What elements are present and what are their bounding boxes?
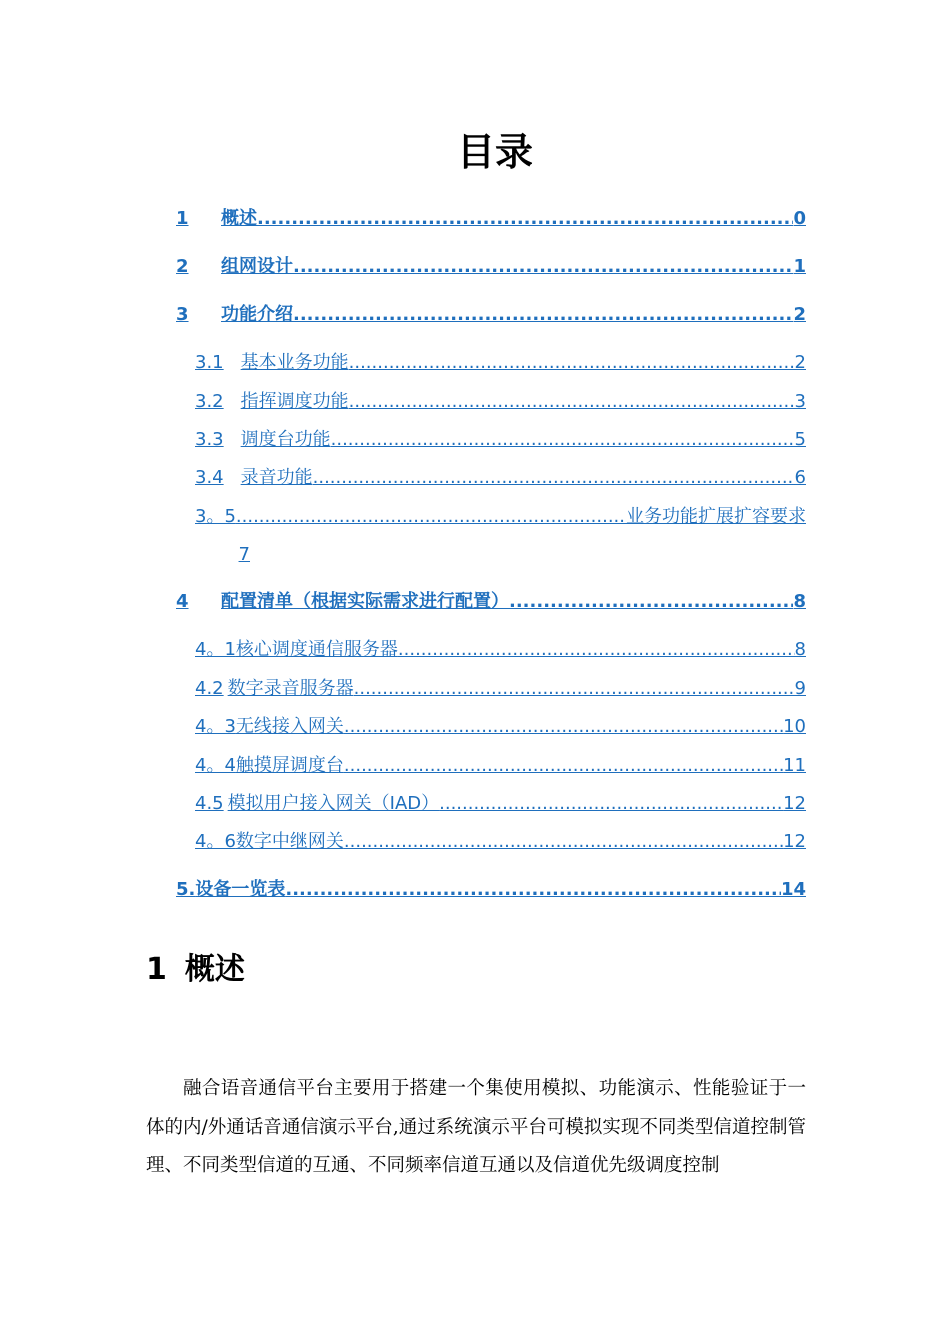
- toc-entry-num: 1: [176, 208, 189, 229]
- toc-entry-3-5[interactable]: [195, 505, 806, 529]
- toc-entry-3-2[interactable]: [195, 390, 806, 414]
- toc-entry-num: 4。6: [195, 831, 236, 852]
- toc-entry-label: 功能介绍: [221, 304, 293, 325]
- toc-entry-page: 6: [794, 467, 806, 488]
- toc-entry-num: 4。3: [195, 716, 236, 737]
- toc-entry-page: 11: [783, 755, 806, 776]
- toc-entry-label: 数字录音服务器: [227, 678, 354, 699]
- toc-entry-num: 3.4: [195, 467, 224, 488]
- toc-leader-dots: [344, 830, 783, 854]
- toc-entry-3-5-page[interactable]: [162, 543, 250, 567]
- toc-entry-page: 5: [794, 429, 806, 450]
- toc-leader-dots: [331, 428, 795, 452]
- toc-leader-dots: [349, 351, 795, 375]
- toc-leader-dots: [344, 715, 783, 739]
- toc-entry-label: 数字中继网关: [235, 831, 344, 852]
- toc-leader-dots: [349, 390, 795, 414]
- toc-entry-label: 配置清单（根据实际需求进行配置）: [221, 591, 509, 612]
- toc-entry-page: 1: [793, 256, 806, 277]
- toc-entry-4[interactable]: [176, 590, 806, 614]
- toc-entry-page: 12: [783, 831, 806, 852]
- toc-entry-2[interactable]: [176, 255, 806, 279]
- toc-entry-page: 2: [793, 304, 806, 325]
- section-heading: [146, 950, 245, 990]
- toc-entry-num: 3.1: [195, 352, 224, 373]
- toc-entry-page: 0: [793, 208, 806, 229]
- toc-leader-dots: [236, 505, 626, 529]
- toc-leader-dots: [293, 303, 793, 327]
- toc-entry-label: 触摸屏调度台: [235, 755, 344, 776]
- section-heading-title: 概述: [184, 952, 245, 987]
- toc-title: 目录: [456, 130, 533, 174]
- toc-entry-4-4[interactable]: [195, 754, 806, 778]
- toc-entry-3-4[interactable]: [195, 466, 806, 490]
- toc-entry-page: 7: [238, 544, 250, 565]
- toc-entry-label: 设备一览表: [195, 879, 286, 900]
- toc-entry-num: 3.3: [195, 429, 224, 450]
- toc-leader-dots: [344, 754, 783, 778]
- toc-entry-label: 指挥调度功能: [240, 391, 349, 412]
- toc-entry-num: 4: [176, 591, 189, 612]
- toc-entry-num: 5.: [176, 879, 196, 900]
- toc-entry-4-6[interactable]: [195, 830, 806, 854]
- toc-entry-page: 10: [783, 716, 806, 737]
- toc-entry-page: 8: [794, 639, 806, 660]
- toc-entry-label: 模拟用户接入网关（IAD）: [227, 793, 440, 814]
- toc-entry-label: 概述: [221, 208, 257, 229]
- toc-entry-num: 3: [176, 304, 189, 325]
- toc-entry-num: 4.5: [195, 793, 224, 814]
- toc-entry-1[interactable]: [176, 207, 806, 231]
- toc-entry-4-1[interactable]: [195, 638, 806, 662]
- toc-entry-label: 核心调度通信服务器: [235, 639, 398, 660]
- toc-entry-num: 3。5: [195, 506, 236, 527]
- toc-entry-page: 9: [794, 678, 806, 699]
- toc-entry-num: 3.2: [195, 391, 224, 412]
- section-paragraph: 融合语音通信平台主要用于搭建一个集使用模拟、功能演示、性能验证于一体的内/外通话音通信演示平台,通过系统演示平台可模拟实现不同类型信道控制管理、不同类型信道的互通、不同频率信道互通以及信道优先级调度控制: [146, 1078, 806, 1176]
- toc-entry-num: 4.2: [195, 678, 224, 699]
- toc-entry-label: 业务功能扩展扩容要求: [626, 506, 806, 527]
- toc-leader-dots: [293, 255, 793, 279]
- toc-entry-3-3[interactable]: [195, 428, 806, 452]
- toc-entry-3[interactable]: [176, 303, 806, 327]
- toc-entry-3-1[interactable]: [195, 351, 806, 375]
- toc-entry-page: 2: [794, 352, 806, 373]
- toc-entry-num: 4。4: [195, 755, 236, 776]
- toc-entry-page: 8: [793, 591, 806, 612]
- toc-entry-page: 12: [783, 793, 806, 814]
- toc-entry-num: 2: [176, 256, 189, 277]
- toc-entry-4-5[interactable]: [195, 792, 806, 816]
- toc-leader-dots: [285, 878, 781, 902]
- toc-entry-4-3[interactable]: [195, 715, 806, 739]
- toc-leader-dots: [257, 207, 793, 231]
- toc-entry-page: 14: [780, 879, 806, 900]
- toc-leader-dots: [313, 466, 795, 490]
- toc-leader-dots: [354, 677, 795, 701]
- toc-entry-4-2[interactable]: [195, 677, 806, 701]
- toc-leader-dots: [439, 792, 783, 816]
- section-heading-num: 1: [146, 952, 167, 987]
- toc-entry-num: 4。1: [195, 639, 236, 660]
- toc-entry-5[interactable]: [176, 878, 806, 902]
- toc-entry-label: 无线接入网关: [235, 716, 344, 737]
- toc-leader-dots: [398, 638, 795, 662]
- toc-entry-label: 组网设计: [221, 256, 293, 277]
- toc-entry-page: 3: [794, 391, 806, 412]
- toc-entry-label: 调度台功能: [240, 429, 331, 450]
- toc-entry-label: 基本业务功能: [240, 352, 349, 373]
- toc-leader-dots: [509, 590, 793, 614]
- toc-entry-label: 录音功能: [240, 467, 313, 488]
